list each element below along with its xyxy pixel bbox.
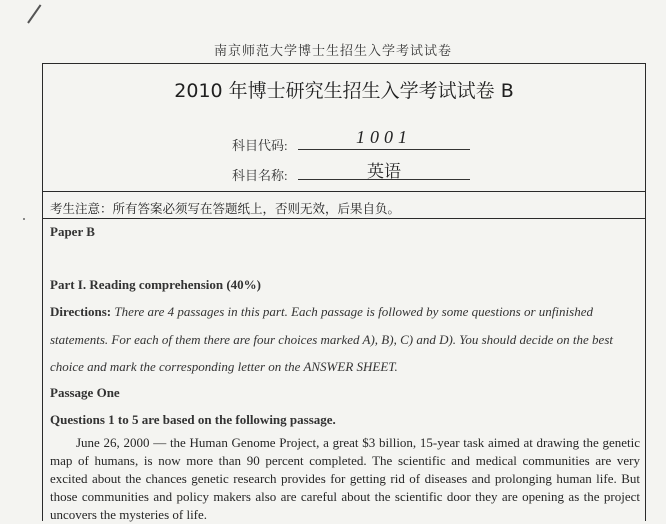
- passage-heading: Passage One: [50, 385, 120, 400]
- divider-top: [42, 191, 646, 192]
- subject-name-row: [232, 162, 401, 184]
- subject-name-label: 科目名称:: [232, 168, 288, 183]
- pen-mark: [27, 4, 41, 23]
- candidate-notice: 考生注意：所有答案必须写在答题纸上，否则无效，后果自负。: [50, 201, 401, 216]
- questions-intro: Questions 1 to 5 are based on the following passage.: [50, 412, 336, 427]
- directions: [50, 298, 640, 381]
- subject-name-value: 英语: [298, 157, 470, 180]
- directions-label: Directions:: [50, 304, 112, 319]
- subject-code-value: 1001: [298, 127, 470, 150]
- paper-label: Paper B: [50, 224, 95, 239]
- subject-code-label: 科目代码:: [232, 138, 288, 153]
- exam-title: 2010 年博士研究生招生入学考试试卷 B: [174, 80, 514, 102]
- part-title: Part I. Reading comprehension (40%): [50, 277, 262, 292]
- divider-notice: [42, 218, 646, 219]
- stray-mark: [23, 218, 25, 220]
- directions-text: There are 4 passages in this part. Each passage is followed by some questions or unfinished statements. For each of them there are four choices marked A), B), C) and D). You should decide on the best choice and mark the corresponding letter on the ANSWER SHEET.: [50, 304, 613, 374]
- subject-code-row: [232, 127, 412, 154]
- university-header: 南京师范大学博士生招生入学考试试卷: [213, 43, 452, 58]
- passage-text: [50, 434, 640, 524]
- passage-body: June 26, 2000 — the Human Genome Project, a great $3 billion, 15-year task aimed at drawing the genetic map of humans, is now more than 90 percent completed. The scientific and medical communities are very excited about the chances genetic research provides for getting rid of diseases and prolonging human life. But those communities and policy makers also are careful about the scientific door they are opening as the project uncovers the mysteries of life.: [50, 435, 640, 522]
